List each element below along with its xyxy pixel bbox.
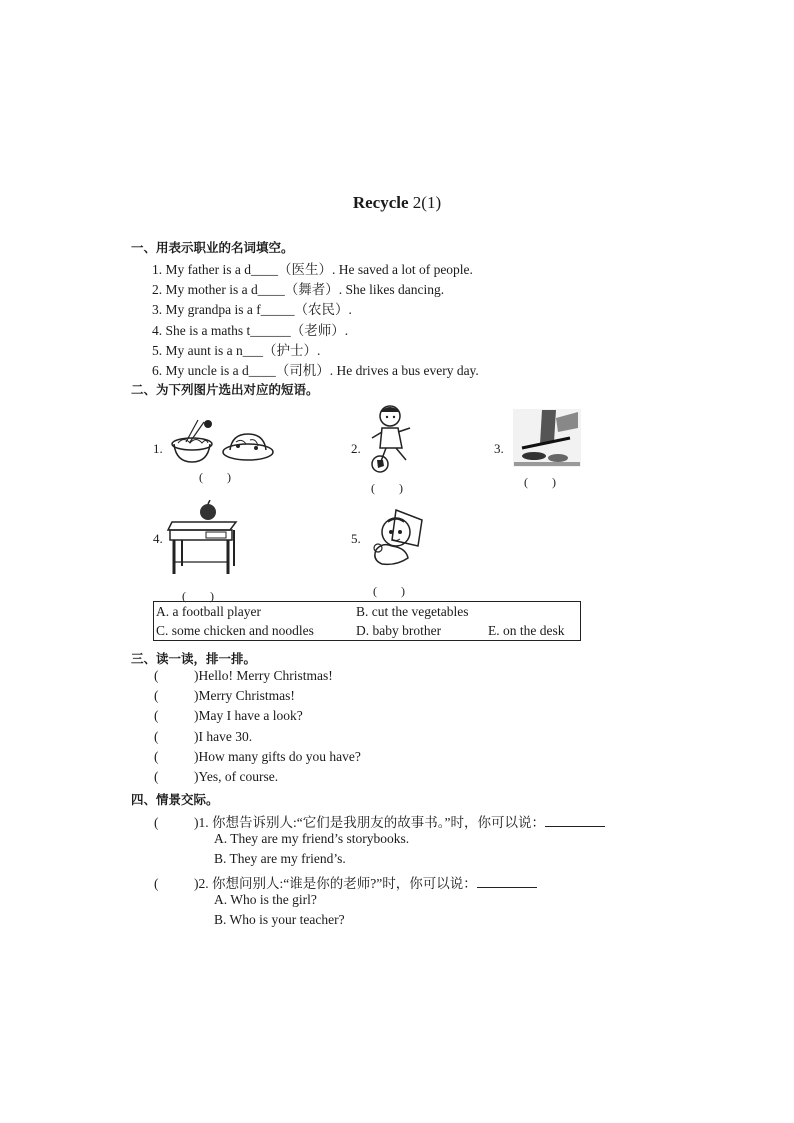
part3-item-3[interactable] [154,708,303,724]
answer-line-1[interactable] [545,814,605,827]
football-player-icon [368,402,416,476]
part1-item-2: 2. My mother is a d____（舞者）. She likes dancing. [152,282,445,297]
part4-q2-option-a: A. Who is the girl? [214,892,317,907]
option-c: C. some chicken and noodles [156,622,314,638]
part4-question-1[interactable] [154,811,605,831]
title-bold: Recycle [352,193,409,212]
option-b: B. cut the vegetables [356,603,469,619]
part4-paren-1: ( [154,815,159,830]
pic-answer-4[interactable]: ( ) [182,589,214,603]
pic-answer-1[interactable]: ( ) [199,470,231,484]
part4-stem-2: )2. 你想问别人:“谁是你的老师?”时，你可以说： [194,876,477,891]
part4-q2-option-b: B. Who is your teacher? [214,912,345,927]
pic-number-3: 3. [494,441,504,456]
pic-number-4: 4. [153,531,163,546]
part4-q1-option-a: A. They are my friend’s storybooks. [214,831,410,846]
part3-text-4: )I have 30. [194,729,253,744]
section-2-heading: 二、为下列图片选出对应的短语。 [131,382,319,397]
answer-line-2[interactable] [477,875,537,888]
part3-item-1[interactable] [154,668,333,684]
part3-item-5[interactable] [154,749,361,765]
part1-item-3: 3. My grandpa is a f_____（农民）. [152,302,352,317]
part3-item-6[interactable] [154,769,278,785]
noodles-chicken-icon [168,416,276,466]
part3-text-1: )Hello! Merry Christmas! [194,668,333,683]
part3-paren-6: ( [154,769,159,784]
pic-answer-2[interactable]: ( ) [371,481,403,495]
part3-paren-5: ( [154,749,159,764]
part1-item-4: 4. She is a maths t______（老师）. [152,323,349,338]
pic-number-1: 1. [153,441,163,456]
part3-paren-2: ( [154,688,159,703]
pic-number-2: 2. [351,441,361,456]
part3-text-5: )How many gifts do you have? [194,749,361,764]
option-d: D. baby brother [356,622,442,638]
pic-answer-3[interactable]: ( ) [524,475,556,489]
section-1-heading: 一、用表示职业的名词填空。 [131,240,294,255]
pic-answer-5[interactable]: ( ) [373,584,405,598]
part1-item-6: 6. My uncle is a d____（司机）. He drives a bus every day. [152,363,479,378]
option-e: E. on the desk [488,622,565,638]
part3-text-2: )Merry Christmas! [194,688,295,703]
part1-item-5: 5. My aunt is a n___（护士）. [152,343,321,358]
part3-item-4[interactable] [154,729,252,745]
part3-paren-1: ( [154,668,159,683]
part3-text-3: )May I have a look? [194,708,303,723]
section-4-heading: 四、情景交际。 [131,792,219,807]
part1-item-1: 1. My father is a d____（医生）. He saved a lot of people. [152,262,473,277]
part3-paren-4: ( [154,729,159,744]
part3-item-2[interactable] [154,688,295,704]
page-title [0,193,794,213]
part4-paren-2: ( [154,876,159,891]
option-a: A. a football player [156,603,261,619]
part4-q1-option-b: B. They are my friend’s. [214,851,346,866]
part3-text-6: )Yes, of course. [194,769,279,784]
options-row-1 [154,602,581,622]
baby-icon [366,506,428,568]
apple-on-desk-icon [166,500,242,578]
options-table [153,601,581,641]
options-row-2 [154,621,581,641]
part4-stem-1: )1. 你想告诉别人:“它们是我朋友的故事书。”时，你可以说： [194,815,545,830]
cut-vegetables-icon [512,408,582,468]
part3-paren-3: ( [154,708,159,723]
title-rest: 2(1) [408,193,442,212]
section-3-heading: 三、读一读，排一排。 [131,651,257,666]
pic-number-5: 5. [351,531,361,546]
part4-question-2[interactable] [154,872,537,892]
